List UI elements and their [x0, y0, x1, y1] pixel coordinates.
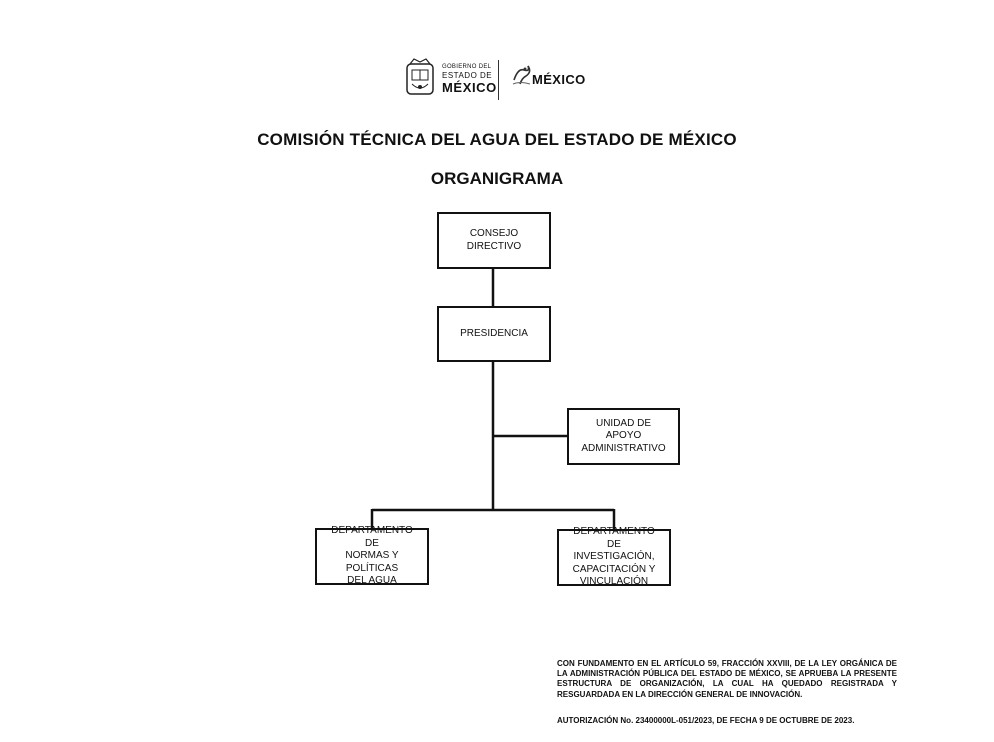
org-node-consejo-directivo — [437, 212, 551, 269]
org-node-unidad-apoyo — [567, 408, 680, 465]
gov-line-1: GOBIERNO DEL — [442, 64, 492, 70]
mexico-logo-text: MÉXICO — [532, 72, 586, 87]
org-node-label: CONSEJO DIRECTIVO — [466, 228, 522, 252]
org-node-investigacion — [557, 526, 671, 588]
org-node-label: DEPARTAMENTO DE NORMAS Y POLÍTICAS DEL AGUA — [331, 525, 413, 587]
gov-line-2: ESTADO DE — [442, 71, 493, 80]
legal-note: CON FUNDAMENTO EN EL ARTÍCULO 59, FRACCIÓN XXVIII, DE LA LEY ORGÁNICA DE LA ADMINISTRACIÓN PÚBLICA DEL ESTADO DE MÉXICO, SE APRUEBA LA PRESENTE ESTRUCTURA DE ORGANIZACIÓN, LA CUAL HA QUEDADO REGISTRADA Y RESGUARDADA EN LA DIRECCIÓN GENERAL DE INNOVACIÓN. — [557, 659, 897, 699]
document-subtitle: ORGANIGRAMA — [430, 169, 564, 188]
org-node-label: PRESIDENCIA — [460, 327, 528, 339]
org-node-presidencia — [437, 306, 551, 362]
org-node-normas-politicas — [315, 525, 429, 587]
gov-line-3: MÉXICO — [442, 80, 497, 95]
org-node-label: DEPARTAMENTO DE INVESTIGACIÓN, CAPACITACIÓN Y VINCULACIÓN — [572, 526, 656, 588]
authorization-line: AUTORIZACIÓN No. 23400000L-051/2023, DE FECHA 9 DE OCTUBRE DE 2023. — [557, 716, 855, 725]
document-title: COMISIÓN TÉCNICA DEL AGUA DEL ESTADO DE MÉXICO — [257, 130, 737, 149]
org-node-label: UNIDAD DE APOYO ADMINISTRATIVO — [581, 417, 666, 454]
